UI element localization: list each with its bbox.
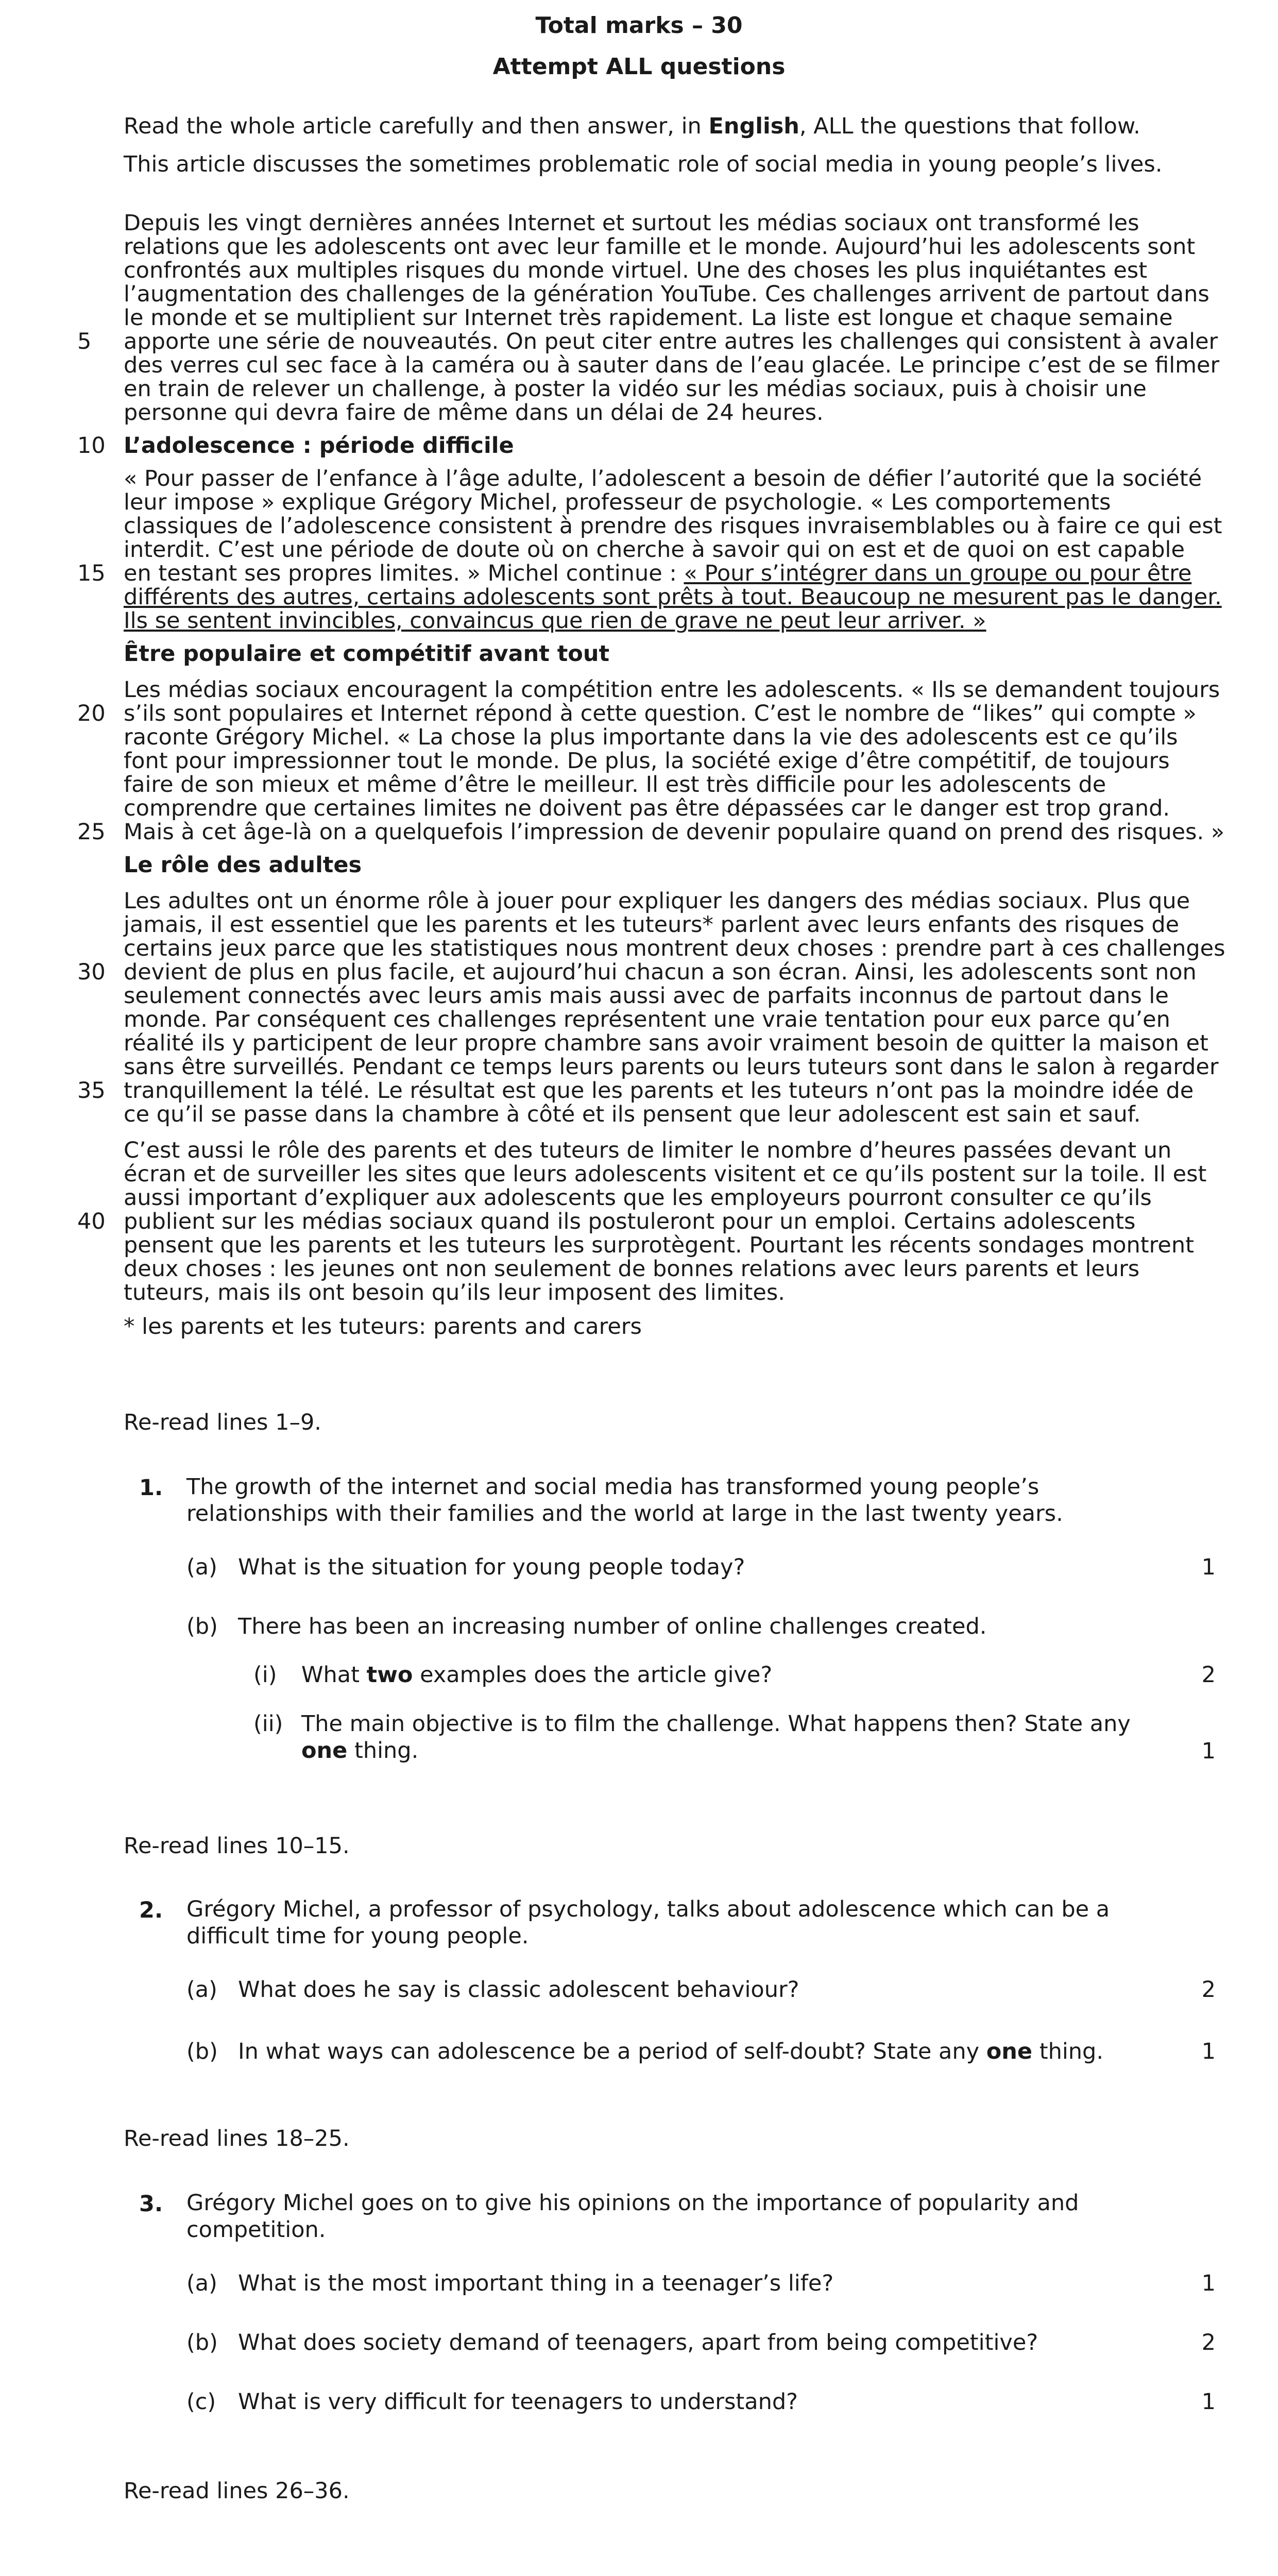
marks-2a: 2 <box>1201 1977 1216 2003</box>
question-2a-text: What does he say is classic adolescent behaviour? <box>238 1977 799 2003</box>
part-label: (b) <box>186 2039 218 2064</box>
question-3-stem: competition. <box>186 2217 326 2243</box>
article-line: Depuis les vingt dernières années Internet et surtout les médias sociaux ont transformé les <box>124 210 1139 236</box>
article-line: sans être surveillés. Pendant ce temps leurs parents ou leurs tuteurs sont dans le salon à regarder <box>124 1054 1219 1080</box>
article-line: tuteurs, mais ils ont besoin qu’ils leur imposent des limites. <box>124 1280 785 1306</box>
question-number-2: 2. <box>139 1897 163 1923</box>
article-line: en train de relever un challenge, à poster la vidéo sur les médias sociaux, puis à choisir une <box>124 376 1147 402</box>
subheading-popularity: Être populaire et compétitif avant tout <box>124 641 610 667</box>
article-line: monde. Par conséquent ces challenges représentent une vraie tentation pour eux parce qu’en <box>124 1007 1170 1032</box>
question-2b-text: In what ways can adolescence be a period of self-doubt? State any one thing. <box>238 2039 1104 2064</box>
instructions: Read the whole article carefully and then answer, in English, ALL the questions that follow. <box>124 113 1140 139</box>
article-line: devient de plus en plus facile, et aujourd’hui chacun a son écran. Ainsi, les adolescents sont non <box>124 959 1197 985</box>
article-line: Les adultes ont un énorme rôle à jouer pour expliquer les dangers des médias sociaux. Plus que <box>124 888 1190 914</box>
question-number-1: 1. <box>139 1475 163 1501</box>
article-line: interdit. C’est une période de doute où on cherche à savoir qui on est et de quoi on est capable <box>124 537 1185 563</box>
article-line: aussi important d’expliquer aux adolescents que les employeurs pourront consulter ce qu’ils <box>124 1185 1152 1211</box>
attempt-all-heading: Attempt ALL questions <box>492 54 786 80</box>
article-line: C’est aussi le rôle des parents et des tuteurs de limiter le nombre d’heures passées devant un <box>124 1138 1172 1163</box>
question-number-3: 3. <box>139 2191 163 2217</box>
marks-2b: 1 <box>1201 2039 1216 2064</box>
part-label: (c) <box>186 2389 216 2415</box>
article-line: raconte Grégory Michel. « La chose la plus importante dans la vie des adolescents est ce qu’ils <box>124 724 1178 750</box>
translation-passage: différents des autres, certains adolescents sont prêts à tout. Beaucoup ne mesurent pas le danger. <box>124 584 1222 610</box>
article-line: font pour impressionner tout le monde. De plus, la société exige d’être compétitif, de toujours <box>124 748 1170 774</box>
article-line: Les médias sociaux encouragent la compétition entre les adolescents. « Ils se demandent toujours <box>124 677 1220 703</box>
question-1bii-text: The main objective is to film the challenge. What happens then? State any <box>301 1711 1131 1737</box>
part-label: (a) <box>186 2270 217 2296</box>
question-1b-text: There has been an increasing number of online challenges created. <box>238 1614 987 1639</box>
article-line: réalité ils y participent de leur propre chambre sans avoir vraiment besoin de quitter la maison et <box>124 1030 1208 1056</box>
reread-lines-18-25: Re-read lines 18–25. <box>124 2126 350 2151</box>
question-3c-text: What is very difficult for teenagers to understand? <box>238 2389 798 2415</box>
article-line: écran et de surveiller les sites que leurs adolescents visitent et ce qu’ils postent sur la toile. Il est <box>124 1161 1207 1187</box>
part-label: (b) <box>186 2330 218 2355</box>
article-line: ce qu’il se passe dans la chambre à côté et ils pensent que leur adolescent est sain et sauf. <box>124 1101 1141 1127</box>
translation-passage: « Pour s’intégrer dans un groupe ou pour être <box>684 561 1192 586</box>
line-number: 20 <box>77 701 106 726</box>
article-line: tranquillement la télé. Le résultat est que les parents et les tuteurs n’ont pas la moindre idée de <box>124 1078 1194 1104</box>
reread-lines-1-9: Re-read lines 1–9. <box>124 1410 321 1435</box>
article-line: relations que les adolescents ont avec leur famille et le monde. Aujourd’hui les adolescents sont <box>124 234 1196 260</box>
article-line: confrontés aux multiples risques du monde virtuel. Une des choses les plus inquiétantes est <box>124 258 1148 283</box>
article-line: en testant ses propres limites. » Michel continue : « Pour s’intégrer dans un groupe ou pour être <box>124 561 1192 586</box>
article-line: leur impose » explique Grégory Michel, professeur de psychologie. « Les comportements <box>124 489 1111 515</box>
question-1bii-text: one thing. <box>301 1738 419 1764</box>
article-line: deux choses : les jeunes ont non seulement de bonnes relations avec leurs parents et leurs <box>124 1256 1140 1282</box>
footnote: * les parents et les tuteurs: parents and carers <box>124 1314 642 1340</box>
article-line: publient sur les médias sociaux quand ils postuleront pour un emploi. Certains adolescents <box>124 1209 1136 1234</box>
subheading-adults: Le rôle des adultes <box>124 852 362 878</box>
line-number: 5 <box>77 329 92 354</box>
line-number: 30 <box>77 959 106 985</box>
article-line: le monde et se multiplient sur Internet très rapidement. La liste est longue et chaque semaine <box>124 305 1173 331</box>
total-marks-heading: Total marks – 30 <box>535 12 743 39</box>
part-label: (a) <box>186 1554 217 1580</box>
article-line: faire de son mieux et même d’être le meilleur. Il est très difficile pour les adolescents de <box>124 772 1106 798</box>
article-line: Mais à cet âge-là on a quelquefois l’impression de devenir populaire quand on prend des risques. » <box>124 819 1225 845</box>
line-number: 35 <box>77 1078 106 1104</box>
article-line: jamais, il est essentiel que les parents et les tuteurs* parlent avec leurs enfants des risques de <box>124 912 1180 938</box>
subheading-adolescence: L’adolescence : période difficile <box>124 433 514 459</box>
article-line: des verres cul sec face à la caméra ou à sauter dans de l’eau glacée. Le principe c’est de se filmer <box>124 352 1220 378</box>
article-line: seulement connectés avec leurs amis mais aussi avec de parfaits inconnus de partout dans le <box>124 983 1169 1009</box>
translation-passage: Ils se sentent invincibles, convaincus que rien de grave ne peut leur arriver. » <box>124 608 986 634</box>
question-2-stem: Grégory Michel, a professor of psychology, talks about adolescence which can be a <box>186 1896 1110 1922</box>
question-1bi-text: What two examples does the article give? <box>301 1662 773 1688</box>
question-3a-text: What is the most important thing in a teenager’s life? <box>238 2270 834 2296</box>
article-line: l’augmentation des challenges de la génération YouTube. Ces challenges arrivent de partout dans <box>124 281 1209 307</box>
article-line: classiques de l’adolescence consistent à prendre des risques invraisemblables ou à faire ce qui est <box>124 513 1222 539</box>
reread-lines-26-36: Re-read lines 26–36. <box>124 2478 350 2504</box>
question-3b-text: What does society demand of teenagers, apart from being competitive? <box>238 2330 1038 2355</box>
part-label: (b) <box>186 1614 218 1639</box>
article-line: apporte une série de nouveautés. On peut citer entre autres les challenges qui consistent à avaler <box>124 329 1218 354</box>
sub-part-label: (i) <box>253 1662 277 1688</box>
marks-1bii: 1 <box>1201 1738 1216 1764</box>
question-3-stem: Grégory Michel goes on to give his opinions on the importance of popularity and <box>186 2190 1079 2216</box>
article-line: certains jeux parce que les statistiques nous montrent deux choses : prendre part à ces challenges <box>124 936 1225 961</box>
article-line: s’ils sont populaires et Internet répond à cette question. C’est le nombre de “likes” qui compte » <box>124 701 1197 726</box>
article-line: comprendre que certaines limites ne doivent pas être dépassées car le danger est trop grand. <box>124 795 1170 821</box>
marks-3a: 1 <box>1201 2270 1216 2296</box>
sub-part-label: (ii) <box>253 1711 283 1737</box>
article-line: personne qui devra faire de même dans un délai de 24 heures. <box>124 400 824 426</box>
line-number: 10 <box>77 433 106 459</box>
line-number: 40 <box>77 1209 106 1234</box>
marks-1a: 1 <box>1201 1554 1216 1580</box>
marks-3c: 1 <box>1201 2389 1216 2415</box>
line-number: 25 <box>77 819 106 845</box>
part-label: (a) <box>186 1977 217 2003</box>
reread-lines-10-15: Re-read lines 10–15. <box>124 1833 350 1859</box>
question-1-stem: The growth of the internet and social media has transformed young people’s <box>186 1474 1040 1500</box>
line-number: 15 <box>77 561 106 586</box>
question-1-stem: relationships with their families and the world at large in the last twenty years. <box>186 1501 1063 1527</box>
question-1a-text: What is the situation for young people today? <box>238 1554 745 1580</box>
article-line: pensent que les parents et les tuteurs les surprotègent. Pourtant les récents sondages montrent <box>124 1232 1194 1258</box>
intro-text: This article discusses the sometimes problematic role of social media in young people’s lives. <box>124 151 1163 177</box>
marks-1bi: 2 <box>1201 1662 1216 1688</box>
question-2-stem: difficult time for young people. <box>186 1923 529 1949</box>
marks-3b: 2 <box>1201 2330 1216 2355</box>
article-line: « Pour passer de l’enfance à l’âge adulte, l’adolescent a besoin de défier l’autorité que la société <box>124 466 1202 492</box>
